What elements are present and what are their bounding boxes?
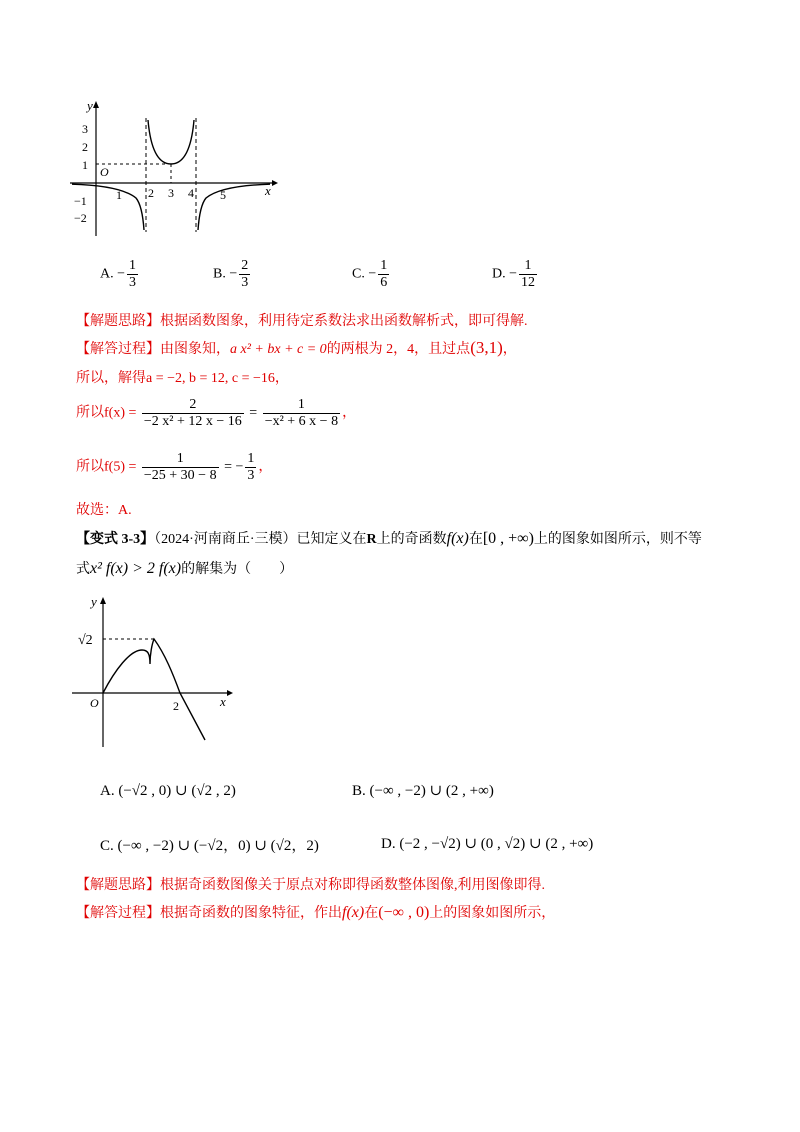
q1-option-a[interactable]: A. − $\frac{1}{3}$ <box>100 258 137 290</box>
y-tick-label: 2 <box>82 140 88 154</box>
y-axis-label: y <box>87 98 93 113</box>
x-tick-label: 2 <box>173 699 179 713</box>
q2-option-c[interactable]: C. (−∞ , −2) ∪ (−√2，0) ∪ (√2，2) <box>100 838 319 854</box>
y-tick-label: −1 <box>74 194 87 208</box>
curve-right <box>198 184 270 230</box>
q2-option-d[interactable]: D. (−2 , −√2) ∪ (0 , √2) ∪ (2 , +∞) <box>381 836 594 852</box>
curve <box>103 639 205 740</box>
q1-process-line4: 所以f(5) = $\frac{1}{-25 + 30 - 8}$ = − $\frac{1}{3}$ ， <box>76 451 273 483</box>
x-tick-label: 3 <box>168 186 174 200</box>
q2-process: 【解答过程】根据奇函数的图象特征，作出f(x)在(−∞ , 0)上的图象如图所示， <box>76 904 556 921</box>
x-axis-label: x <box>220 694 226 709</box>
y-tick-label: √2 <box>78 633 93 648</box>
q1-option-c[interactable]: C. − $\frac{1}{6}$ <box>352 258 388 290</box>
x-tick-label: 2 <box>148 186 154 200</box>
q1-process-line2: 所以，解得a = −2, b = 12, c = −16， <box>76 371 289 386</box>
q2-stem-line1: 【变式 3-3】（2024·河南商丘·三模）已知定义在R上的奇函数f(x)在[0 , +∞)上的图象如图所示，则不等 <box>76 530 702 547</box>
q1-process-line1: 【解答过程】由图象知，a x² + bx + c = 0的两根为 2，4，且过点(3,1)， <box>76 338 517 357</box>
q2-option-a[interactable]: A. (−√2 , 0) ∪ (√2 , 2) <box>100 783 236 799</box>
origin-label: O <box>100 165 109 179</box>
y-tick-label: 1 <box>82 158 88 172</box>
x-tick-label: 4 <box>188 186 194 200</box>
q1-answer: 故选：A. <box>76 503 132 518</box>
q2-option-b[interactable]: B. (−∞ , −2) ∪ (2 , +∞) <box>352 783 494 799</box>
origin-label: O <box>90 696 99 710</box>
x-tick-label: 5 <box>220 188 226 202</box>
q2-stem-line2: 式x² f(x) > 2 f(x)的解集为（ ） <box>76 560 294 577</box>
y-tick-label: 3 <box>82 122 88 136</box>
q1-solution-idea: 【解题思路】根据函数图象，利用待定系数法求出函数解析式，即可得解. <box>76 314 528 329</box>
x-tick-label: 1 <box>116 188 122 202</box>
x-axis-label: x <box>265 183 271 198</box>
y-tick-label: −2 <box>74 211 87 225</box>
y-axis-label: y <box>91 594 97 609</box>
q2-solution-idea: 【解题思路】根据奇函数图像关于原点对称即得函数整体图像,利用图像即得. <box>76 878 545 893</box>
graph-2 <box>70 592 240 747</box>
q1-process-line3: 所以f(x) = $\frac{2}{\text{−2 x² + 12 x − 16}}$ = $\frac{1}{\text{−x² + 6 x − 8}}$ ， <box>76 397 357 429</box>
q1-option-b[interactable]: B. − $\frac{2}{3}$ <box>213 258 249 290</box>
graph-1 <box>60 98 290 238</box>
curve-middle <box>148 120 194 164</box>
q1-option-d[interactable]: D. − $\frac{1}{12}$ <box>492 258 536 290</box>
